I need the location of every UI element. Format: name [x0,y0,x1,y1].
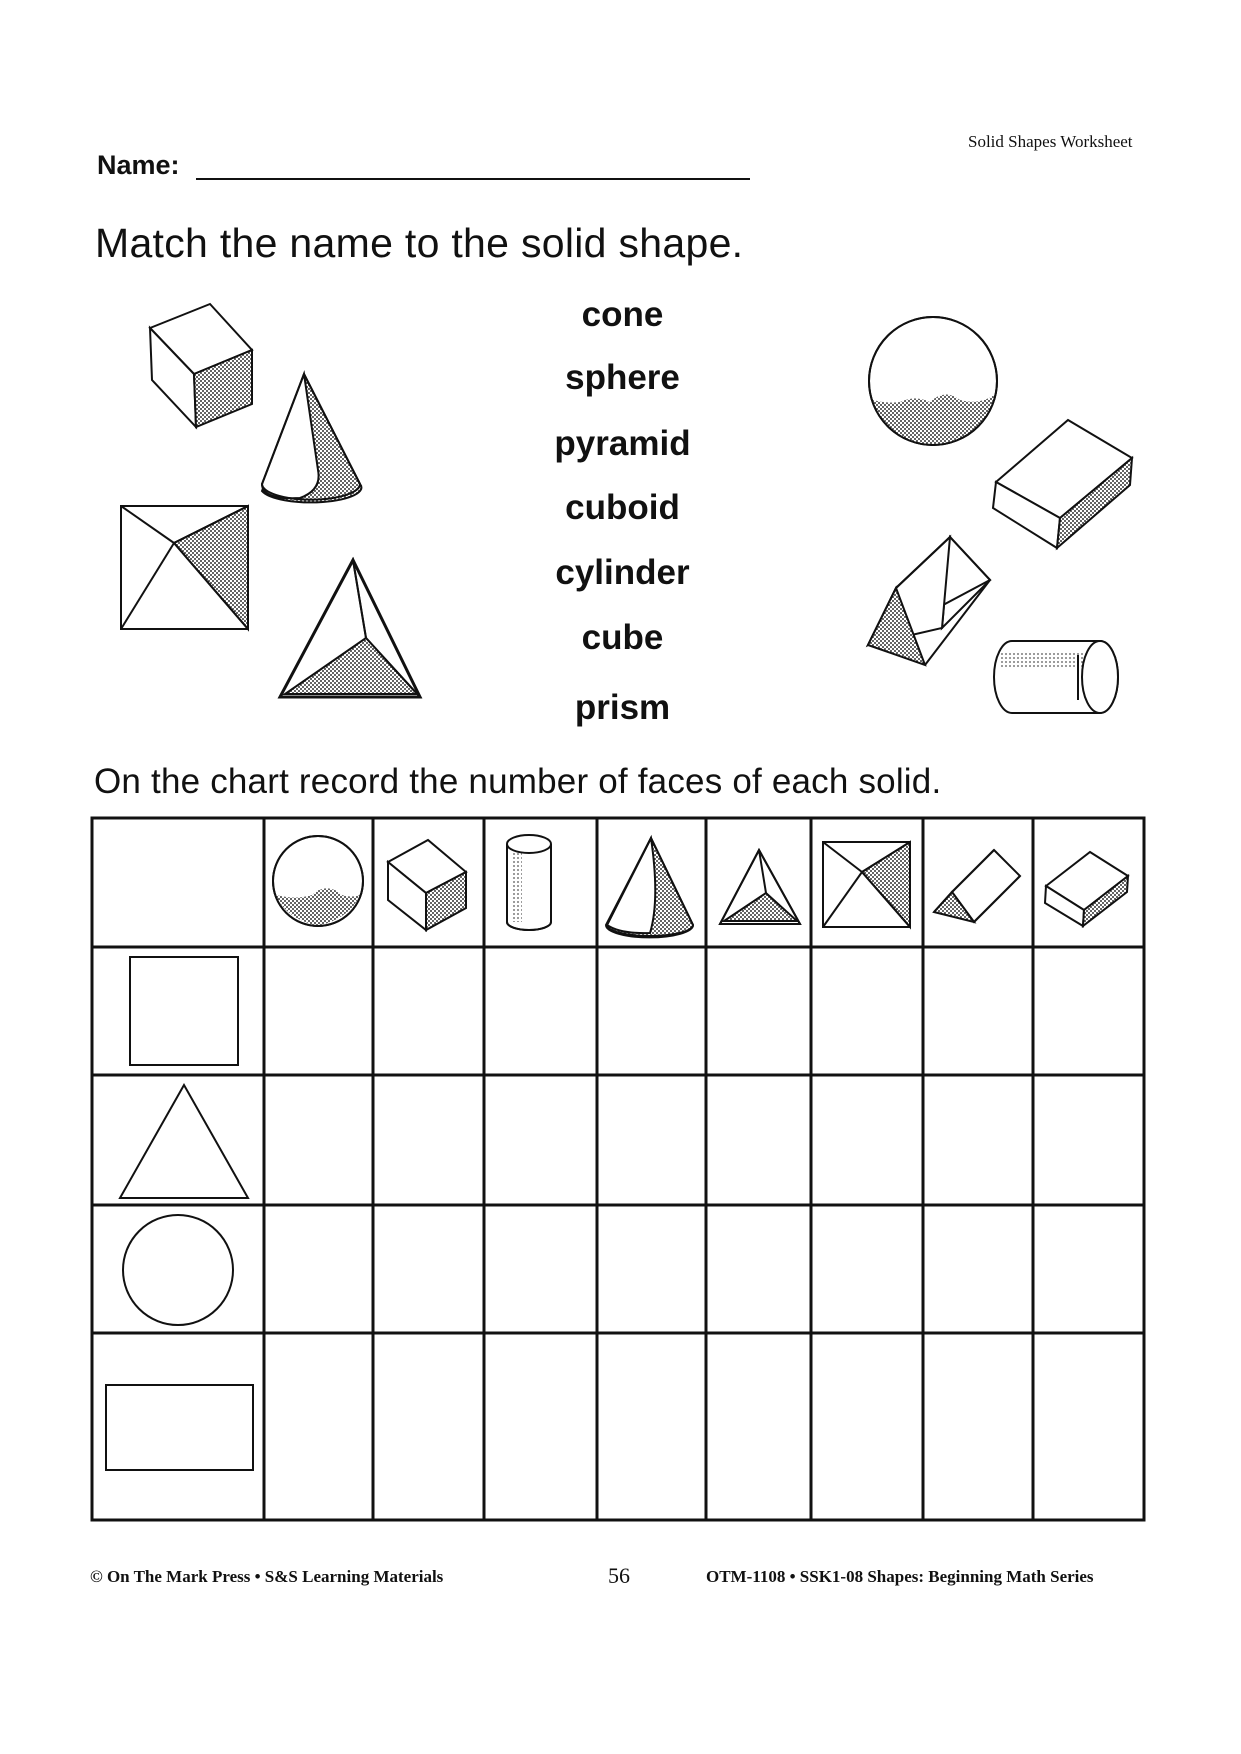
word-pyramid: pyramid [554,424,691,463]
matching-instruction: Match the name to the solid shape. [95,220,744,266]
word-cone: cone [581,295,664,334]
word-cylinder: cylinder [555,553,690,592]
word-cube: cube [581,618,664,657]
triangular-pyramid-icon [280,560,420,697]
word-prism: prism [574,688,671,727]
word-sphere: sphere [565,358,680,397]
cube-icon [150,304,252,427]
chart-instruction: On the chart record the number of faces of each solid. [94,762,942,801]
cuboid-icon [993,420,1132,548]
prism-icon [868,537,990,665]
chart-cylinder-icon [507,835,551,930]
name-label: Name: [97,150,180,180]
worksheet-title: Solid Shapes Worksheet [968,132,1133,151]
page-number: 56 [608,1563,630,1588]
rectangle-face-icon [106,1385,253,1470]
cone-icon [262,374,361,502]
cylinder-icon [994,641,1118,713]
chart-sphere-icon [273,836,363,926]
square-pyramid-icon [121,506,248,629]
chart-square-pyramid-icon [823,842,910,927]
footer-series: OTM-1108 • SSK1-08 Shapes: Beginning Math Series [706,1567,1094,1586]
footer-publisher: © On The Mark Press • S&S Learning Materials [90,1567,444,1586]
square-face-icon [130,957,238,1065]
word-cuboid: cuboid [565,488,680,527]
circle-face-icon [123,1215,233,1325]
sphere-icon [869,317,997,445]
